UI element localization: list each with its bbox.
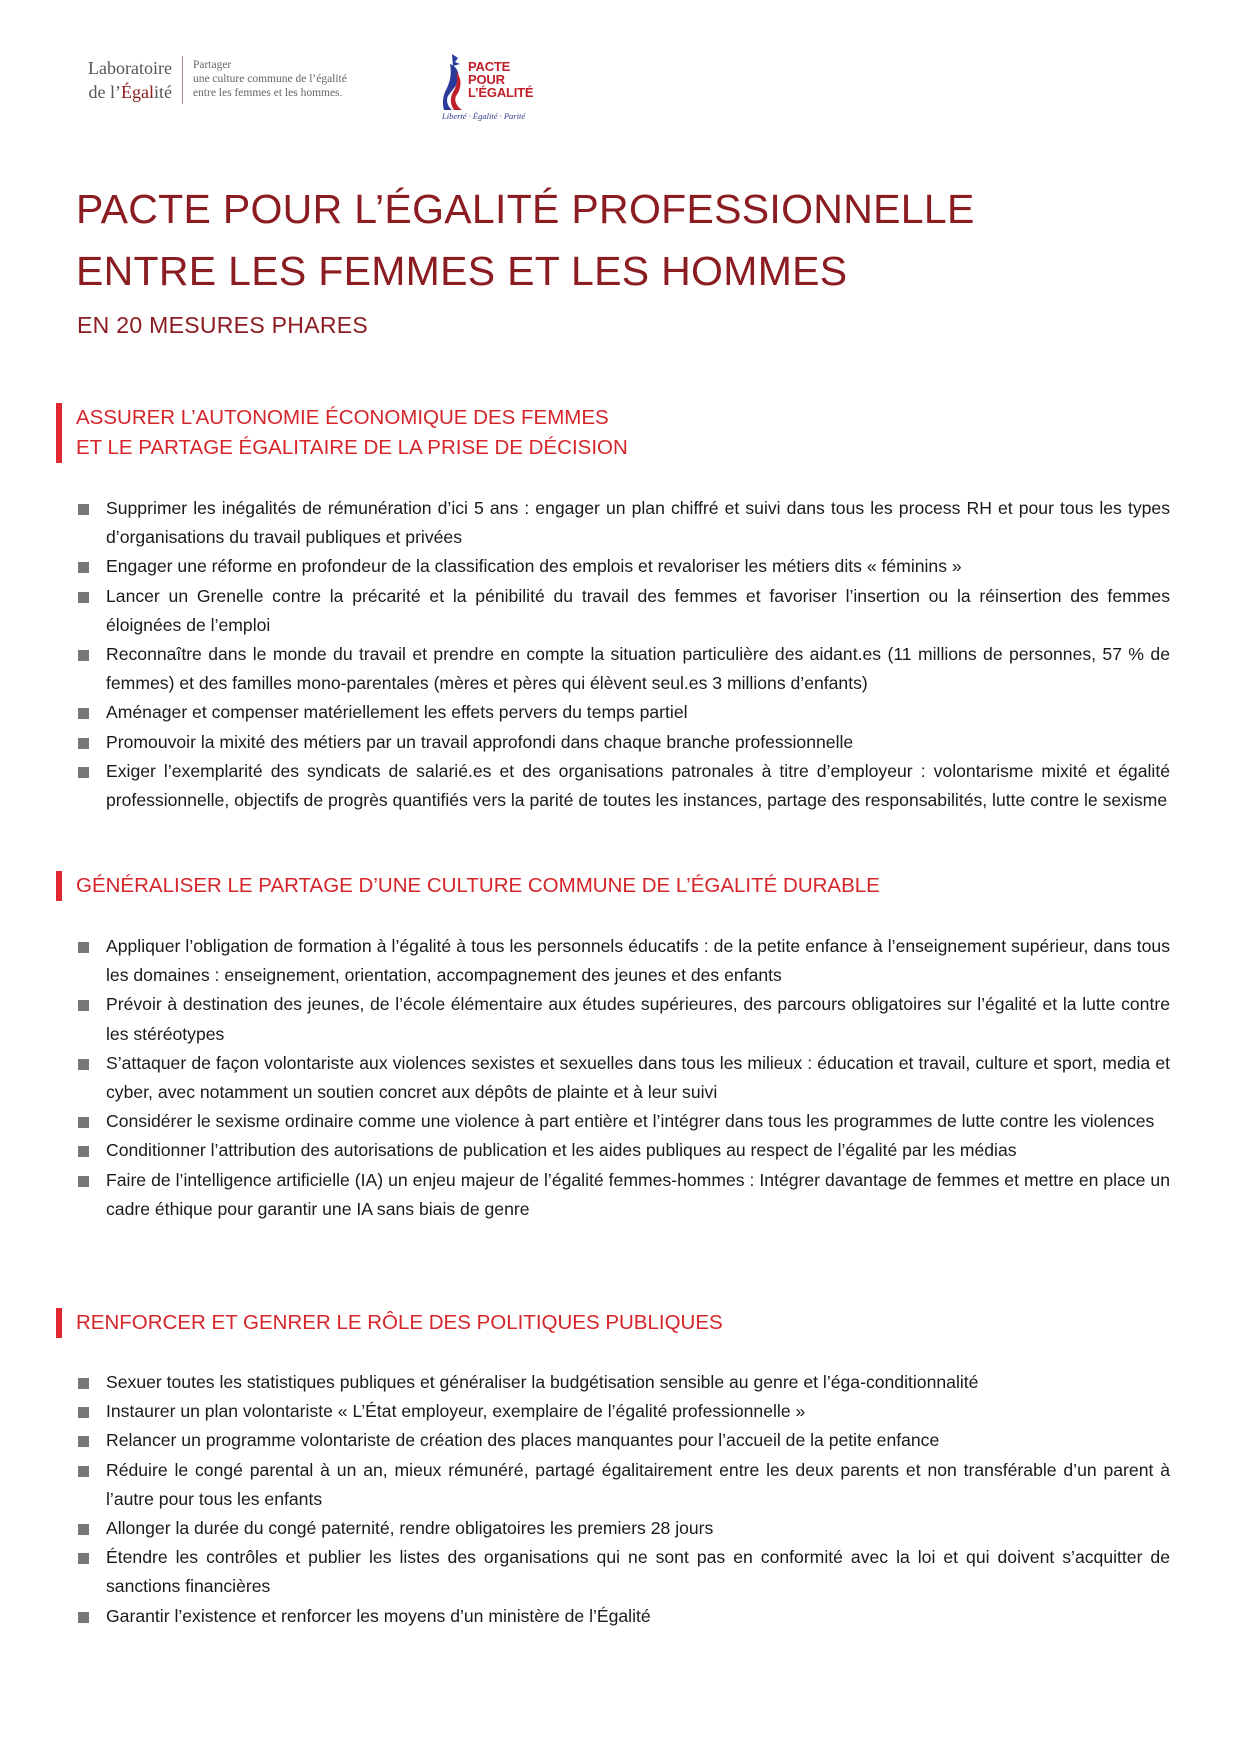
- list-item: [78, 1136, 1170, 1165]
- square-bullet-icon: [78, 504, 89, 515]
- labo-tagline-line: Partager: [192, 59, 232, 71]
- marianne-icon: [440, 52, 470, 114]
- measure-text: Engager une réforme en profondeur de la classification des emplois et revaloriser les métiers dits « féminins »: [106, 556, 962, 577]
- title-line2: ENTRE LES FEMMES ET LES HOMMES: [76, 248, 848, 294]
- laboratoire-egalite-logo: [88, 56, 393, 104]
- list-item: [78, 494, 1170, 552]
- labo-tagline-line: une culture commune de l’égalité: [192, 73, 347, 85]
- square-bullet-icon: [78, 1378, 89, 1389]
- measure-text: Relancer un programme volontariste de création des places manquantes pour l’accueil de la petite enfance: [106, 1430, 940, 1451]
- labo-prefix: de l’: [88, 82, 121, 102]
- measure-text: Allonger la durée du congé paternité, rendre obligatoires les premiers 28 jours: [106, 1518, 714, 1539]
- square-bullet-icon: [78, 1059, 89, 1070]
- square-bullet-icon: [78, 1553, 89, 1564]
- measure-text: Étendre les contrôles et publier les listes des organisations qui ne sont pas en conformité avec la loi et qui doivent s’acquitter de sanctions financières: [106, 1547, 1170, 1597]
- measure-text: Sexuer toutes les statistiques publiques et généraliser la budgétisation sensible au genre et l’éga-conditionnalité: [106, 1372, 979, 1392]
- labo-name-line1: Laboratoire: [88, 58, 172, 78]
- list-item: [78, 1543, 1170, 1601]
- list-item: [78, 932, 1170, 990]
- square-bullet-icon: [78, 1407, 89, 1418]
- list-item: [78, 1514, 1170, 1543]
- list-item: [78, 698, 1170, 727]
- square-bullet-icon: [78, 738, 89, 749]
- measure-list-public-policies: [78, 1368, 1170, 1631]
- list-item: [78, 1049, 1170, 1107]
- measure-text: Promouvoir la mixité des métiers par un travail approfondi dans chaque branche professionnelle: [106, 731, 854, 752]
- measure-text: Supprimer les inégalités de rémunération d’ici 5 ans : engager un plan chiffré et suivi dans tous les process RH et pour tous les types d’organisations du travail publiques et privées: [106, 498, 1170, 548]
- measure-text: Considérer le sexisme ordinaire comme une violence à part entière et l’intégrer dans tous les programmes de lutte contre les violences: [106, 1111, 1155, 1132]
- square-bullet-icon: [78, 1117, 89, 1128]
- measure-text: Appliquer l’obligation de formation à l’égalité à tous les personnels éducatifs : de la petite enfance à l’enseignement supérieur, dans tous les domaines : enseignement, orientation, accompagnement des jeunes et des enfants: [106, 936, 1170, 986]
- list-item: [78, 1397, 1170, 1426]
- square-bullet-icon: [78, 592, 89, 603]
- square-bullet-icon: [78, 708, 89, 719]
- list-item: [78, 1107, 1170, 1136]
- labo-name: [88, 56, 183, 104]
- measure-text: Faire de l’intelligence artificielle (IA) un enjeu majeur de l’égalité femmes-hommes : Intégrer davantage de femmes et mettre en place un cadre éthique pour garantir une IA sans biais de genre: [106, 1169, 1170, 1219]
- pacte-line: L’ÉGALITÉ: [468, 85, 534, 100]
- pacte-line: POUR: [468, 72, 505, 87]
- section-heading-line: ASSURER L’AUTONOMIE ÉCONOMIQUE DES FEMMES: [76, 406, 609, 429]
- measure-list-culture-of-equality: [78, 932, 1170, 1224]
- section-heading-line: RENFORCER ET GENRER LE RÔLE DES POLITIQUES PUBLIQUES: [76, 1311, 723, 1334]
- list-item: [78, 582, 1170, 640]
- labo-accent: Égal: [120, 82, 154, 102]
- pacte-egalite-logo: [440, 52, 550, 124]
- measure-text: Exiger l’exemplarité des syndicats de salarié.es et des organisations patronales à titre d’employeur : volontarisme mixité et égalité professionnelle, objectifs de progrès quantifiés vers la parité de toutes les instances, partage des responsabilités, lutte contre le sexisme: [106, 760, 1170, 811]
- square-bullet-icon: [78, 767, 89, 778]
- list-item: [78, 757, 1170, 815]
- labo-suffix: ité: [153, 82, 172, 102]
- measure-text: Garantir l’existence et renforcer les moyens d’un ministère de l’Égalité: [106, 1605, 651, 1626]
- square-bullet-icon: [78, 1176, 89, 1187]
- measure-text: Conditionner l’attribution des autorisations de publication et les aides publiques au respect de l’égalité par les médias: [106, 1140, 1017, 1161]
- section-heading-public-policies: [56, 1308, 723, 1338]
- list-item: [78, 1166, 1170, 1224]
- measure-text: S’attaquer de façon volontariste aux violences sexistes et sexuelles dans tous les milieux : éducation et travail, culture et sport, media et cyber, avec notamment un soutien concret aux dépôts de plainte et à leur suivi: [106, 1052, 1170, 1103]
- section-heading-line: GÉNÉRALISER LE PARTAGE D’UNE CULTURE COMMUNE DE L’ÉGALITÉ DURABLE: [76, 874, 880, 897]
- measure-text: Reconnaître dans le monde du travail et prendre en compte la situation particulière des aidant.es (11 millions de personnes, 57 % de femmes) et des familles mono-parentales (mères et pères qui élèvent seul.es 3 millions d’enfants): [106, 644, 1170, 694]
- list-item: [78, 1368, 1170, 1397]
- section-heading-line: ET LE PARTAGE ÉGALITAIRE DE LA PRISE DE DÉCISION: [76, 436, 628, 459]
- measure-list-economic-autonomy: [78, 494, 1170, 815]
- square-bullet-icon: [78, 1146, 89, 1157]
- list-item: [78, 1426, 1170, 1455]
- list-item: [78, 552, 1170, 581]
- measure-text: Aménager et compenser matériellement les effets pervers du temps partiel: [106, 702, 688, 723]
- section-heading-culture-of-equality: [56, 871, 880, 901]
- square-bullet-icon: [78, 1000, 89, 1011]
- list-item: [78, 640, 1170, 698]
- measure-text: Prévoir à destination des jeunes, de l’école élémentaire aux études supérieures, des parcours obligatoires sur l’égalité et la lutte contre les stéréotypes: [106, 994, 1170, 1044]
- section-heading-economic-autonomy: [56, 403, 628, 463]
- labo-tagline: [183, 56, 393, 100]
- square-bullet-icon: [78, 1524, 89, 1535]
- list-item: [78, 1602, 1170, 1631]
- page-subtitle: EN 20 MESURES PHARES: [77, 312, 369, 338]
- pacte-motto: Liberté · Égalité · Parité: [442, 111, 526, 121]
- list-item: [78, 990, 1170, 1048]
- measure-text: Réduire le congé parental à un an, mieux rémunéré, partagé égalitairement entre les deux parents et non transférable d’un parent à l’autre pour tous les enfants: [106, 1459, 1170, 1509]
- labo-name-line2: [88, 80, 172, 104]
- page-title: [76, 178, 975, 302]
- square-bullet-icon: [78, 1436, 89, 1447]
- square-bullet-icon: [78, 650, 89, 661]
- pacte-title: [468, 60, 533, 99]
- pacte-line: PACTE: [468, 59, 511, 74]
- square-bullet-icon: [78, 1612, 89, 1623]
- square-bullet-icon: [78, 562, 89, 573]
- title-line1: PACTE POUR L’ÉGALITÉ PROFESSIONNELLE: [76, 186, 975, 232]
- measure-text: Instaurer un plan volontariste « L’État employeur, exemplaire de l’égalité professionnelle »: [106, 1401, 806, 1422]
- labo-tagline-line: entre les femmes et les hommes.: [192, 87, 343, 99]
- list-item: [78, 728, 1170, 757]
- square-bullet-icon: [78, 1466, 89, 1477]
- measure-text: Lancer un Grenelle contre la précarité et la pénibilité du travail des femmes et favoriser l’insertion ou la réinsertion des femmes éloignées de l’emploi: [106, 585, 1170, 635]
- list-item: [78, 1456, 1170, 1514]
- square-bullet-icon: [78, 942, 89, 953]
